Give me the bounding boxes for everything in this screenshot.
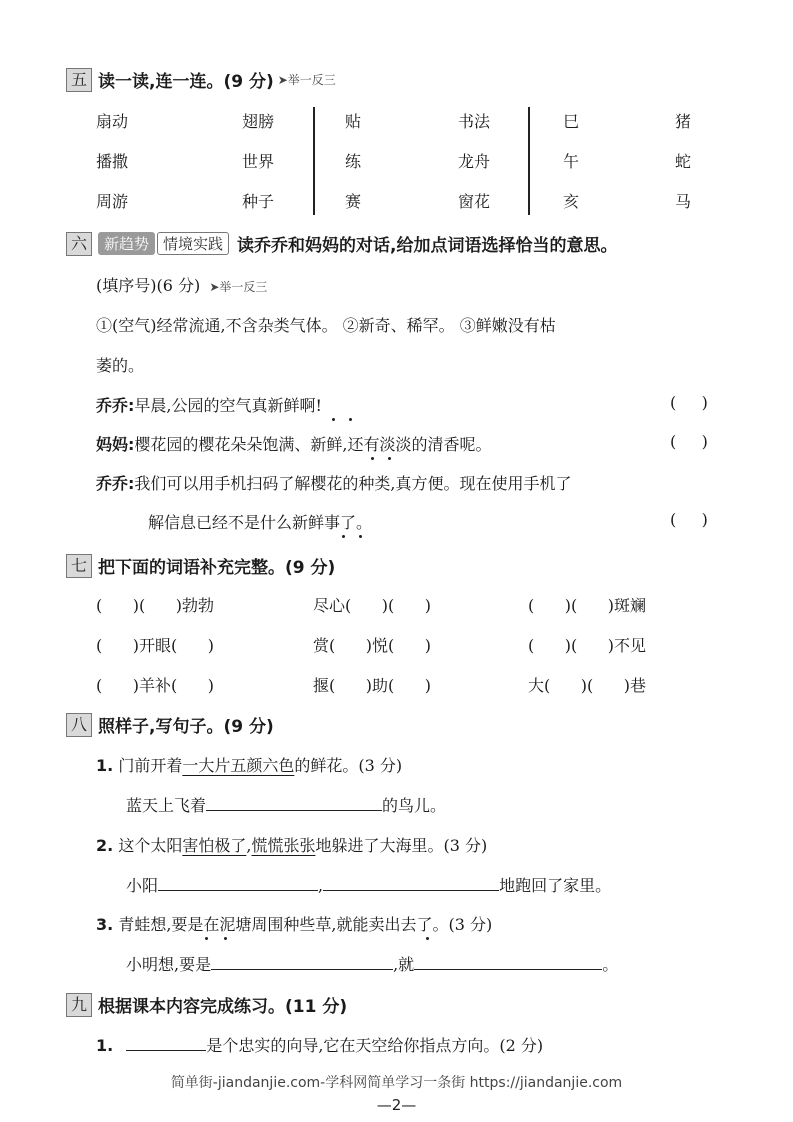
idiom-fill[interactable]: ( )( )斑斓 — [528, 596, 647, 615]
section-9-number: 九 — [66, 993, 92, 1017]
divider-line-2 — [528, 107, 530, 215]
answer-suffix: 的鸟儿。 — [382, 796, 447, 815]
example-underline: 一大片五颜六色 — [182, 756, 295, 775]
match-item[interactable]: 窗花 — [458, 192, 491, 211]
dialogue-line-3 — [96, 471, 572, 494]
idiom-fill[interactable]: 大( )( )巷 — [528, 676, 647, 695]
match-item[interactable]: 巳 — [563, 112, 580, 131]
example-underline: 慌慌张张 — [251, 836, 316, 855]
section-6-title: 读乔乔和妈妈的对话,给加点词语选择恰当的意思。 — [237, 236, 618, 256]
question-text: 地躲进了大海里。(3 分) — [315, 836, 488, 855]
section-8-header — [66, 712, 274, 737]
section-5-number: 五 — [66, 68, 92, 92]
match-item[interactable]: 周游 — [96, 192, 129, 211]
question-number: 1. — [96, 756, 114, 775]
idiom-fill[interactable]: ( )( )勃勃 — [96, 596, 215, 615]
match-item[interactable]: 龙舟 — [458, 152, 491, 171]
answer-blank[interactable] — [211, 955, 393, 970]
match-item[interactable]: 蛇 — [675, 152, 692, 171]
answer-prefix: 小阳 — [126, 876, 159, 895]
idiom-fill[interactable]: 赏( )悦( ) — [313, 636, 432, 655]
section-6-points: (填序号)(6 分) — [96, 276, 201, 295]
answer-blank[interactable] — [158, 876, 318, 891]
emphasis-dot — [349, 418, 352, 421]
new-trend-badge: 新趋势 — [98, 232, 155, 255]
section-9-header — [66, 992, 347, 1017]
idiom-fill[interactable]: ( )开眼( ) — [96, 636, 215, 655]
match-item[interactable]: 猪 — [675, 112, 692, 131]
section-5-title: 读一读,连一连。(9 分) — [98, 72, 274, 92]
answer-blank-3[interactable]: ( ) — [670, 510, 708, 529]
match-item[interactable]: 亥 — [563, 192, 580, 211]
emphasis-dot — [426, 937, 429, 940]
speaker-label: 乔乔: — [96, 396, 135, 415]
match-item[interactable]: 扇动 — [96, 112, 129, 131]
section-5-tag: ➤举一反三 — [277, 73, 336, 87]
match-item[interactable]: 练 — [345, 152, 362, 171]
dialogue-line-1 — [96, 393, 322, 416]
question-9-1 — [96, 1033, 543, 1056]
dialogue-line-2 — [96, 432, 492, 455]
section-7-title: 把下面的词语补充完整。(9 分) — [98, 558, 336, 578]
question-number: 2. — [96, 836, 114, 855]
example-underline: 害怕极了 — [182, 836, 247, 855]
answer-blank-1[interactable]: ( ) — [670, 393, 708, 412]
match-item[interactable]: 赛 — [345, 192, 362, 211]
divider-line-1 — [313, 107, 315, 215]
speaker-label: 妈妈: — [96, 435, 135, 454]
match-item[interactable]: 播撒 — [96, 152, 129, 171]
match-item[interactable]: 马 — [675, 192, 692, 211]
question-text: 门前开着 — [118, 756, 183, 775]
idiom-fill[interactable]: ( )羊补( ) — [96, 676, 215, 695]
idiom-fill[interactable]: ( )( )不见 — [528, 636, 647, 655]
question-text: 这个太阳 — [118, 836, 183, 855]
answer-blank-2[interactable]: ( ) — [670, 432, 708, 451]
question-8-3 — [96, 912, 492, 935]
match-item[interactable]: 翅膀 — [242, 112, 275, 131]
answer-prefix: 小明想,要是 — [126, 955, 212, 974]
emphasis-dot — [342, 535, 345, 538]
section-6-subtitle — [96, 273, 267, 296]
section-9-title: 根据课本内容完成练习。(11 分) — [98, 997, 348, 1017]
footer-site-text: 简单街-jiandanjie.com-学科网简单学习一条街 https://jiandanjie.com — [170, 1075, 623, 1091]
idiom-fill[interactable]: 尽心( )( ) — [313, 596, 432, 615]
answer-blank[interactable] — [323, 876, 499, 891]
question-8-3-answer — [126, 952, 618, 975]
meaning-options: ①(空气)经常流通,不含杂类气体。 ②新奇、稀罕。 ③鲜嫩没有枯 — [96, 316, 556, 335]
match-item[interactable]: 种子 — [242, 192, 275, 211]
section-6-header — [66, 231, 618, 256]
question-8-2-answer — [126, 873, 611, 896]
answer-prefix: 蓝天上飞着 — [126, 796, 207, 815]
question-number: 3. — [96, 915, 114, 934]
match-item[interactable]: 贴 — [345, 112, 362, 131]
situational-practice-badge: 情境实践 — [157, 232, 229, 255]
question-8-1 — [96, 753, 402, 776]
match-item[interactable]: 书法 — [458, 112, 491, 131]
question-text: 青蛙想,要是在泥塘周围种些草,就能卖出去了。(3 分) — [118, 915, 493, 934]
emphasis-dot — [371, 457, 374, 460]
answer-blank[interactable] — [206, 796, 382, 811]
question-8-1-answer — [126, 793, 446, 816]
emphasis-dot — [359, 535, 362, 538]
emphasis-dot — [205, 937, 208, 940]
speaker-label: 乔乔: — [96, 474, 135, 493]
section-6-tag: ➤举一反三 — [209, 280, 268, 294]
section-5-header — [66, 67, 336, 92]
dialogue-text: 我们可以用手机扫码了解樱花的种类,真方便。现在使用手机了 — [134, 474, 572, 493]
question-text: 是个忠实的向导,它在天空给你指点方向。(2 分) — [206, 1036, 544, 1055]
page-number: —2— — [376, 1096, 417, 1114]
answer-suffix: 。 — [602, 955, 619, 974]
answer-suffix: 地跑回了家里。 — [499, 876, 612, 895]
dialogue-line-3-cont: 解信息已经不是什么新鲜事了。 — [148, 513, 373, 532]
dialogue-text: 早晨,公园的空气真新鲜啊! — [134, 396, 322, 415]
question-text: , — [246, 836, 252, 855]
question-number: 1. — [96, 1036, 114, 1055]
meaning-options-cont: 萎的。 — [96, 356, 145, 375]
emphasis-dot — [224, 937, 227, 940]
answer-blank[interactable] — [414, 955, 602, 970]
answer-comma: , — [318, 876, 324, 895]
emphasis-dot — [332, 418, 335, 421]
emphasis-dot — [388, 457, 391, 460]
section-8-title: 照样子,写句子。(9 分) — [98, 717, 274, 737]
section-7-number: 七 — [66, 554, 92, 578]
section-8-number: 八 — [66, 713, 92, 737]
idiom-fill[interactable]: 揠( )助( ) — [313, 676, 432, 695]
question-text: 的鲜花。(3 分) — [294, 756, 403, 775]
match-item[interactable]: 午 — [563, 152, 580, 171]
section-7-header — [66, 553, 335, 578]
answer-mid: ,就 — [393, 955, 415, 974]
dialogue-text: 樱花园的樱花朵朵饱满、新鲜,还有淡淡的清香呢。 — [134, 435, 492, 454]
question-8-2 — [96, 833, 487, 856]
section-6-number: 六 — [66, 232, 92, 256]
match-item[interactable]: 世界 — [242, 152, 275, 171]
answer-blank[interactable] — [126, 1036, 206, 1051]
